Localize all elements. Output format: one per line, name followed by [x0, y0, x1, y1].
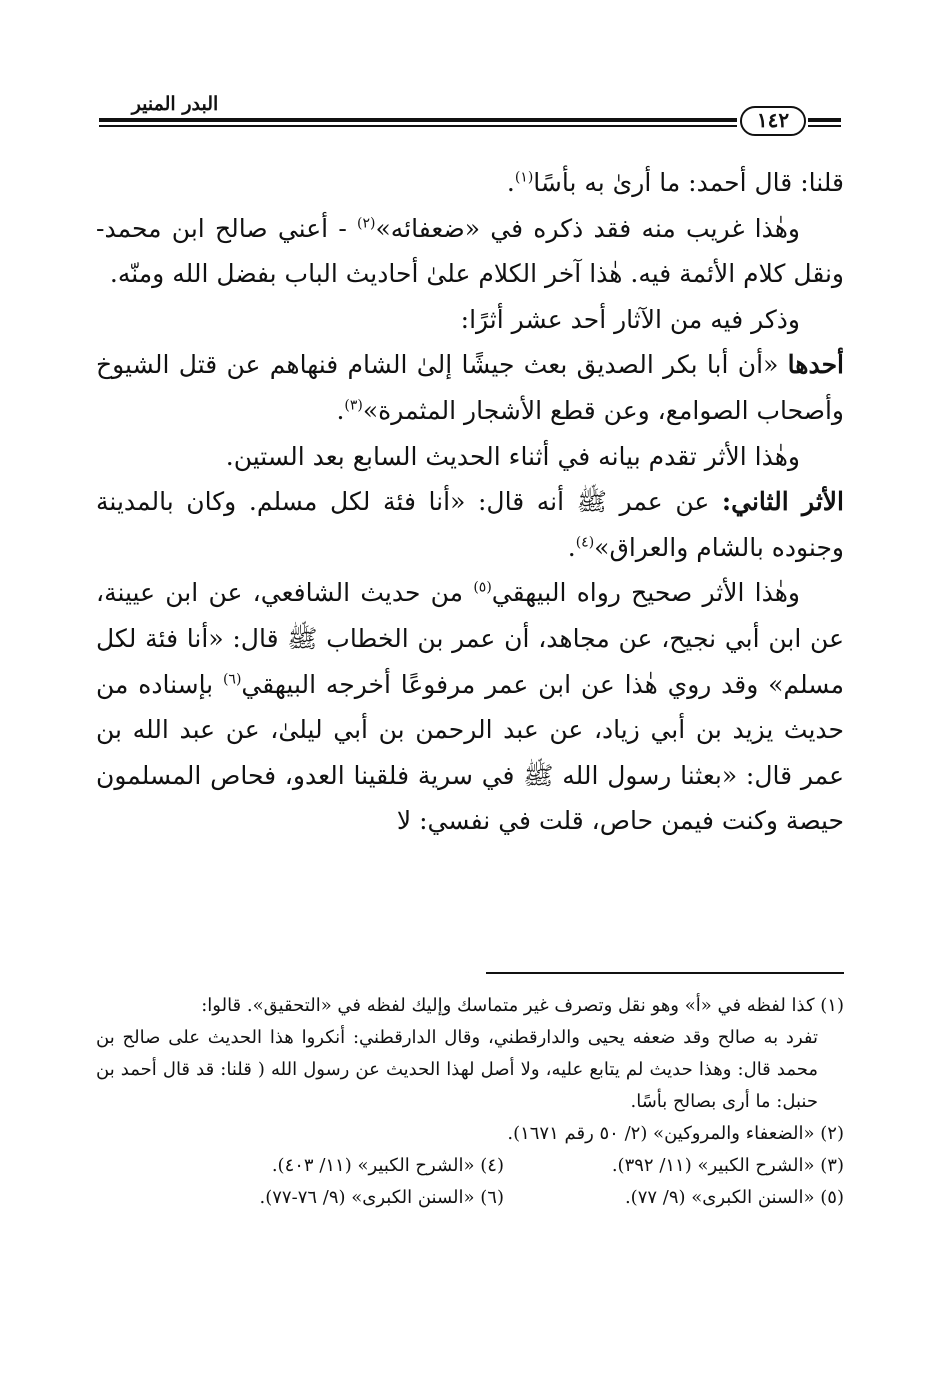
- footnote-6: (٦) «السنن الكبرى» (٩/ ٧٦-٧٧).: [259, 1187, 504, 1208]
- paragraph-4: أحدها «أن أبا بكر الصديق بعث جيشًا إلىٰ الشام فنهاهم عن قتل الشيوخ وأصحاب الصوامع، وعن قطع الأشجار المثمرة»$^{(٣)}$.: [96, 350, 844, 425]
- footnote-ref-4: (٤): [575, 534, 595, 551]
- header-rule-right-thick: [808, 118, 841, 122]
- paragraph-1: قلنا: قال أحمد: ما أرىٰ به بأسًا$^{(١)}$.: [506, 168, 844, 197]
- paragraph-6: الأثر الثاني: عن عمر ﷺ أنه قال: «أنا فئة لكل مسلم. وكان بالمدينة وجنوده بالشام والعراق»$^{(٤)}$.: [96, 487, 844, 562]
- footnote-4: (٤) «الشرح الكبير» (١١/ ٤٠٣).: [271, 1155, 504, 1176]
- footnote-5: (٥) «السنن الكبرى» (٩/ ٧٧).: [624, 1187, 844, 1208]
- footnote-ref-2: (٢): [357, 215, 376, 232]
- footnote-ref-5: (٥): [473, 580, 492, 597]
- paragraph-3: وذكر فيه من الآثار أحد عشر أثرًا:: [460, 304, 800, 334]
- header-rule-thin: [99, 125, 737, 127]
- header-rule-thick: [99, 118, 737, 122]
- main-text: [96, 160, 844, 844]
- paragraph-4-lead: أحدها: [787, 350, 844, 380]
- footnote-1-continuation: تفرد به صالح وقد ضعفه يحيى والدارقطني، وقال الدارقطني: أنكروا هذا الحديث على صالح بن محمد قال: وهذا حديث لم يتابع عليه، ولا أصل لهذا الحديث عن رسول الله ( قلنا: قد قال أحمد بن حنبل: ما أرى بصالح بأسًا.: [96, 1027, 818, 1112]
- footnote-3: (٣) «الشرح الكبير» (١١/ ٣٩٢).: [611, 1155, 844, 1176]
- paragraph-7: وهٰذا الأثر صحيح رواه البيهقي$^{(٥)}$ من حديث الشافعي، عن ابن عيينة، عن ابن أبي نجيح، عن مجاهد، أن عمر بن الخطاب ﷺ قال: «أنا فئة لكل مسلم» وقد روي هٰذا عن ابن عمر مرفوعًا أخرجه البيهقي$^{(٦)}$ بإسناده من حديث يزيد بن أبي زياد، عن عبد الرحمن بن أبي ليلىٰ، عن عبد الله بن عمر قال: «بعثنا رسول الله ﷺ في سرية فلقينا العدو، فحاص المسلمون حيصة وكنت فيمن حاص، قلت في نفسي: لا: [96, 578, 844, 836]
- footnote-row-5-6: [96, 1182, 844, 1214]
- footnotes: [96, 990, 844, 1214]
- footnote-row-3-4: [96, 1150, 844, 1182]
- footnote-separator: [486, 972, 844, 974]
- footnote-2: (٢) «الضعفاء والمروكين» (٢/ ٥٠ رقم ١٦٧١).: [507, 1123, 844, 1144]
- paragraph-5: وهٰذا الأثر تقدم بيانه في أثناء الحديث السابع بعد الستين.: [225, 441, 800, 471]
- footnote-1: (١) كذا لفظه في «أ» وهو نقل وتصرف غير متماسك وإليك لفظه في «التحقيق». قالوا:: [201, 995, 844, 1016]
- paragraph-6-lead: الأثر الثاني:: [721, 487, 844, 517]
- footnote-ref-1: (١): [514, 169, 534, 186]
- footnote-ref-3: (٣): [344, 397, 363, 414]
- header-rule-right-thin: [808, 125, 841, 127]
- page-number: [740, 106, 806, 136]
- footnote-ref-6: (٦): [222, 671, 242, 688]
- running-header-title: البدر المنير: [131, 93, 219, 115]
- page-number-text: ١٤٢: [756, 108, 790, 132]
- paragraph-2: وهٰذا غريب منه فقد ذكره في «ضعفائه»$^{(٢)}$ - أعني صالح ابن محمد- ونقل كلام الأئمة فيه. هٰذا آخر الكلام علىٰ أحاديث الباب بفضل الله ومنّه.: [96, 213, 844, 289]
